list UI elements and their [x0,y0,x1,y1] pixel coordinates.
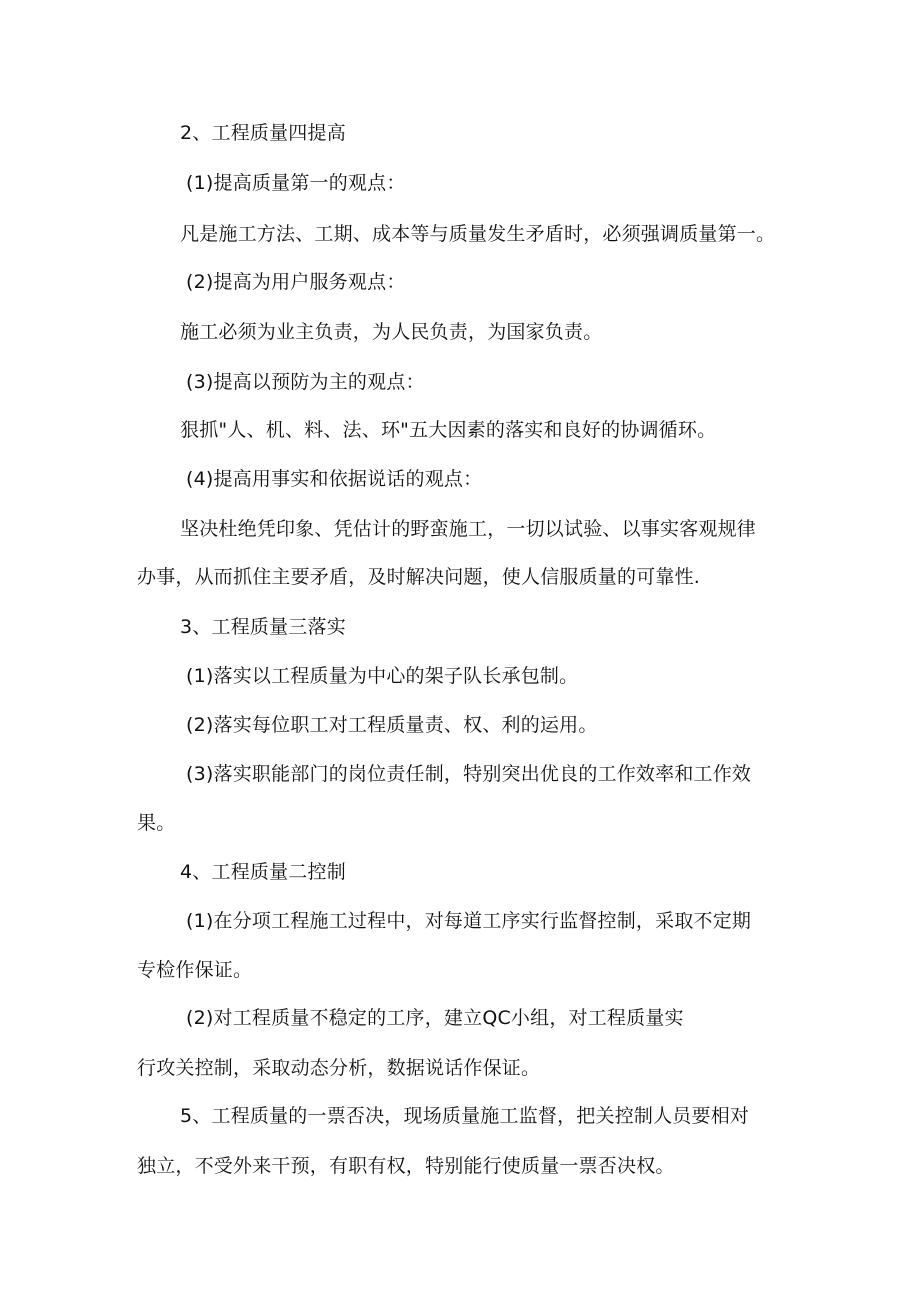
subheading-2-2: (2)提高为用户服务观点： [186,271,406,293]
body-text: 凡是施工方法、工期、成本等与质量发生矛盾时，必须强调质量第一。 [180,223,776,245]
body-text: 施工必须为业主负责，为人民负责，为国家负责。 [180,321,603,343]
section-heading-4: 4、工程质量二控制 [180,861,346,883]
body-text: 狠抓"人、机、料、法、环"五大因素的落实和良好的协调循环。 [180,419,717,441]
subheading-2-1: (1)提高质量第一的观点： [186,172,406,194]
section-heading-2: 2、工程质量四提高 [180,122,346,144]
subheading-4-1: (1)在分项工程施工过程中，对每道工序实行监督控制，采取不定期 [186,910,752,932]
body-text-continued: 独立，不受外来干预，有职有权，特别能行使质量一票否决权。 [137,1155,675,1177]
subheading-3-3: (3)落实职能部门的岗位责任制，特别突出优良的工作效率和工作效 [186,763,752,785]
subheading-3-1: (1)落实以工程质量为中心的架子队长承包制。 [186,665,579,687]
section-heading-5: 5、工程质量的一票否决，现场质量施工监督，把关控制人员要相对 [180,1105,750,1127]
body-text-continued: 果。 [137,812,176,834]
body-text: 坚决杜绝凭印象、凭估计的野蛮施工，一切以试验、以事实客观规律 [180,518,757,540]
body-text-continued: 办事，从而抓住主要矛盾，及时解决问题，使人信服质量的可靠性. [137,566,701,588]
subheading-3-2: (2)落实每位职工对工程质量责、权、利的运用。 [186,714,598,736]
subheading-2-3: (3)提高以预防为主的观点： [186,371,425,393]
subheading-4-2: (2)对工程质量不稳定的工序，建立QC小组，对工程质量实 [186,1007,684,1029]
subheading-2-4: (4)提高用事实和依据说话的观点： [186,468,483,490]
section-heading-3: 3、工程质量三落实 [180,616,346,638]
body-text-continued: 行攻关控制，采取动态分析，数据说话作保证。 [137,1057,541,1079]
body-text-continued: 专检作保证。 [137,959,253,981]
